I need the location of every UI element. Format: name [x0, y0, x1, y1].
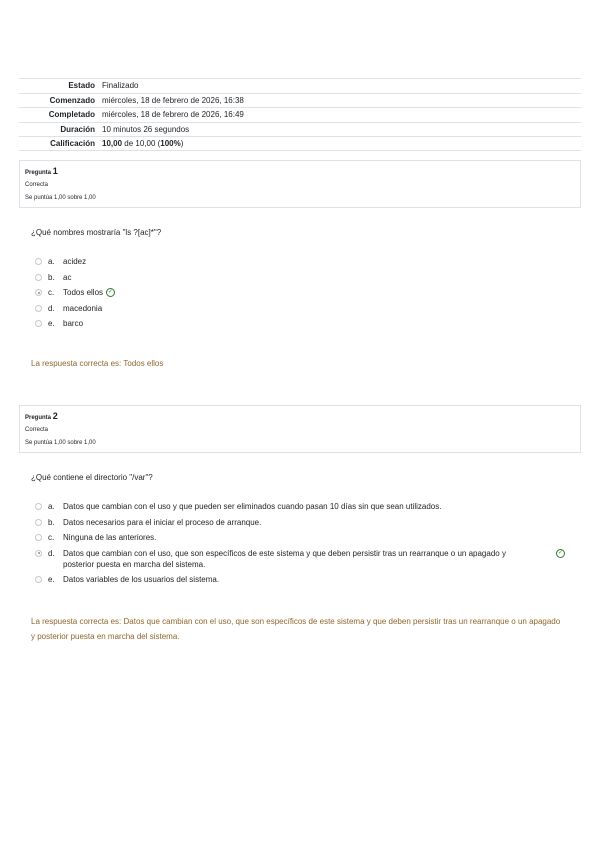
- grade-of: de 10,00 (: [122, 139, 161, 149]
- answer-text: acidez: [63, 257, 87, 266]
- answer-option[interactable]: [35, 532, 575, 543]
- grade-close: ): [180, 139, 184, 149]
- answer-option[interactable]: [35, 501, 575, 512]
- answer-text: ac: [63, 272, 72, 282]
- summary-label: Comenzado: [49, 95, 95, 105]
- radio-button[interactable]: [35, 320, 42, 327]
- question-grade: Se puntúa 1,00 sobre 1,00: [25, 440, 96, 446]
- attempt-summary-table: [19, 78, 581, 151]
- answer-letter: b.: [48, 272, 55, 282]
- answer-text: barco: [63, 319, 84, 328]
- answer-letter: d.: [48, 303, 55, 313]
- question-text-1: ¿Qué nombres mostraría "ls ?[ac]*"?: [31, 228, 162, 237]
- check-circle-icon: ✓: [557, 549, 564, 556]
- correct-answer-feedback-1: La respuesta correcta es: Todos ellos: [31, 359, 164, 368]
- answer-list-1: [35, 256, 575, 334]
- summary-label: Completado: [48, 110, 95, 120]
- summary-label: Duración: [60, 125, 95, 135]
- question-state: Correcta: [25, 182, 49, 188]
- radio-button[interactable]: [35, 503, 42, 510]
- answer-option[interactable]: [35, 318, 575, 329]
- answer-text: Datos necesarios para el iniciar el proceso de arranque.: [63, 517, 262, 527]
- radio-button[interactable]: [35, 305, 42, 312]
- question-number: [25, 166, 575, 178]
- check-circle-icon: ✓: [108, 289, 114, 296]
- question-number: [25, 411, 575, 423]
- summary-value: miércoles, 18 de febrero de 2026, 16:49: [102, 110, 244, 120]
- grade-score: 10,00: [102, 139, 123, 149]
- question-info-2: [19, 405, 581, 453]
- summary-row-completed: [19, 107, 581, 122]
- summary-value: Finalizado: [102, 81, 139, 91]
- radio-button-checked[interactable]: [35, 289, 42, 296]
- answer-letter: a.: [48, 257, 55, 266]
- answer-text: Todos ellos: [63, 288, 104, 297]
- answer-option[interactable]: [35, 256, 575, 267]
- summary-row-state: [19, 78, 581, 93]
- radio-button[interactable]: [35, 534, 42, 541]
- summary-row-started: [19, 93, 581, 108]
- summary-grade-value: [102, 139, 183, 148]
- answer-option[interactable]: [35, 574, 575, 585]
- answer-letter: c.: [48, 533, 55, 542]
- answer-letter: a.: [48, 502, 55, 511]
- summary-row-duration: [19, 122, 581, 137]
- answer-option[interactable]: [35, 303, 575, 314]
- question-number-value: 1: [52, 166, 58, 176]
- radio-button[interactable]: [35, 519, 42, 526]
- answer-text: Ninguna de las anteriores.: [63, 533, 157, 542]
- question-grade: Se puntúa 1,00 sobre 1,00: [25, 195, 96, 201]
- answer-option[interactable]: [35, 517, 575, 528]
- answer-option-selected[interactable]: [35, 287, 575, 298]
- summary-label: Calificación: [50, 139, 95, 149]
- answer-letter: b.: [48, 517, 55, 527]
- question-info-1: [19, 160, 581, 208]
- answer-letter: c.: [48, 288, 55, 297]
- answer-text-with-icon: [63, 287, 575, 298]
- answer-letter: e.: [48, 319, 55, 328]
- answer-option-selected[interactable]: [35, 548, 575, 570]
- summary-row-grade: [19, 136, 581, 151]
- answer-text: Datos variables de los usuarios del sistema.: [63, 575, 220, 584]
- summary-label: Estado: [68, 81, 95, 91]
- summary-value: miércoles, 18 de febrero de 2026, 16:38: [102, 95, 244, 105]
- answer-text: macedonia: [63, 303, 103, 313]
- radio-button[interactable]: [35, 258, 42, 265]
- radio-button[interactable]: [35, 274, 42, 281]
- question-label: Pregunta: [25, 170, 52, 176]
- question-number-value: 2: [52, 411, 58, 421]
- answer-letter: e.: [48, 575, 55, 584]
- radio-button[interactable]: [35, 576, 42, 583]
- answer-text: Datos que cambian con el uso, que son específicos de este sistema y que deben persistir tras un rearranque o un apagado y posterior puesta en marcha del sistema.: [63, 548, 506, 569]
- question-text-2: ¿Qué contiene el directorio "/var"?: [31, 473, 153, 482]
- answer-list-2: [35, 501, 575, 590]
- radio-button-checked[interactable]: [35, 550, 42, 557]
- answer-option[interactable]: [35, 272, 575, 283]
- summary-value: 10 minutos 26 segundos: [102, 125, 190, 135]
- question-label: Pregunta: [25, 415, 52, 421]
- answer-text: Datos que cambian con el uso y que pueden ser eliminados cuando pasan 10 días sin que sean utilizados.: [63, 502, 442, 511]
- correct-answer-feedback-2: La respuesta correcta es: Datos que cambian con el uso, que son específicos de este sistema y que deben persistir tras un rearranque o un apagado y posterior puesta en marcha del sistema.: [31, 617, 561, 641]
- answer-letter: d.: [48, 548, 55, 558]
- question-state: Correcta: [25, 427, 49, 433]
- grade-percent: 100%: [160, 139, 181, 149]
